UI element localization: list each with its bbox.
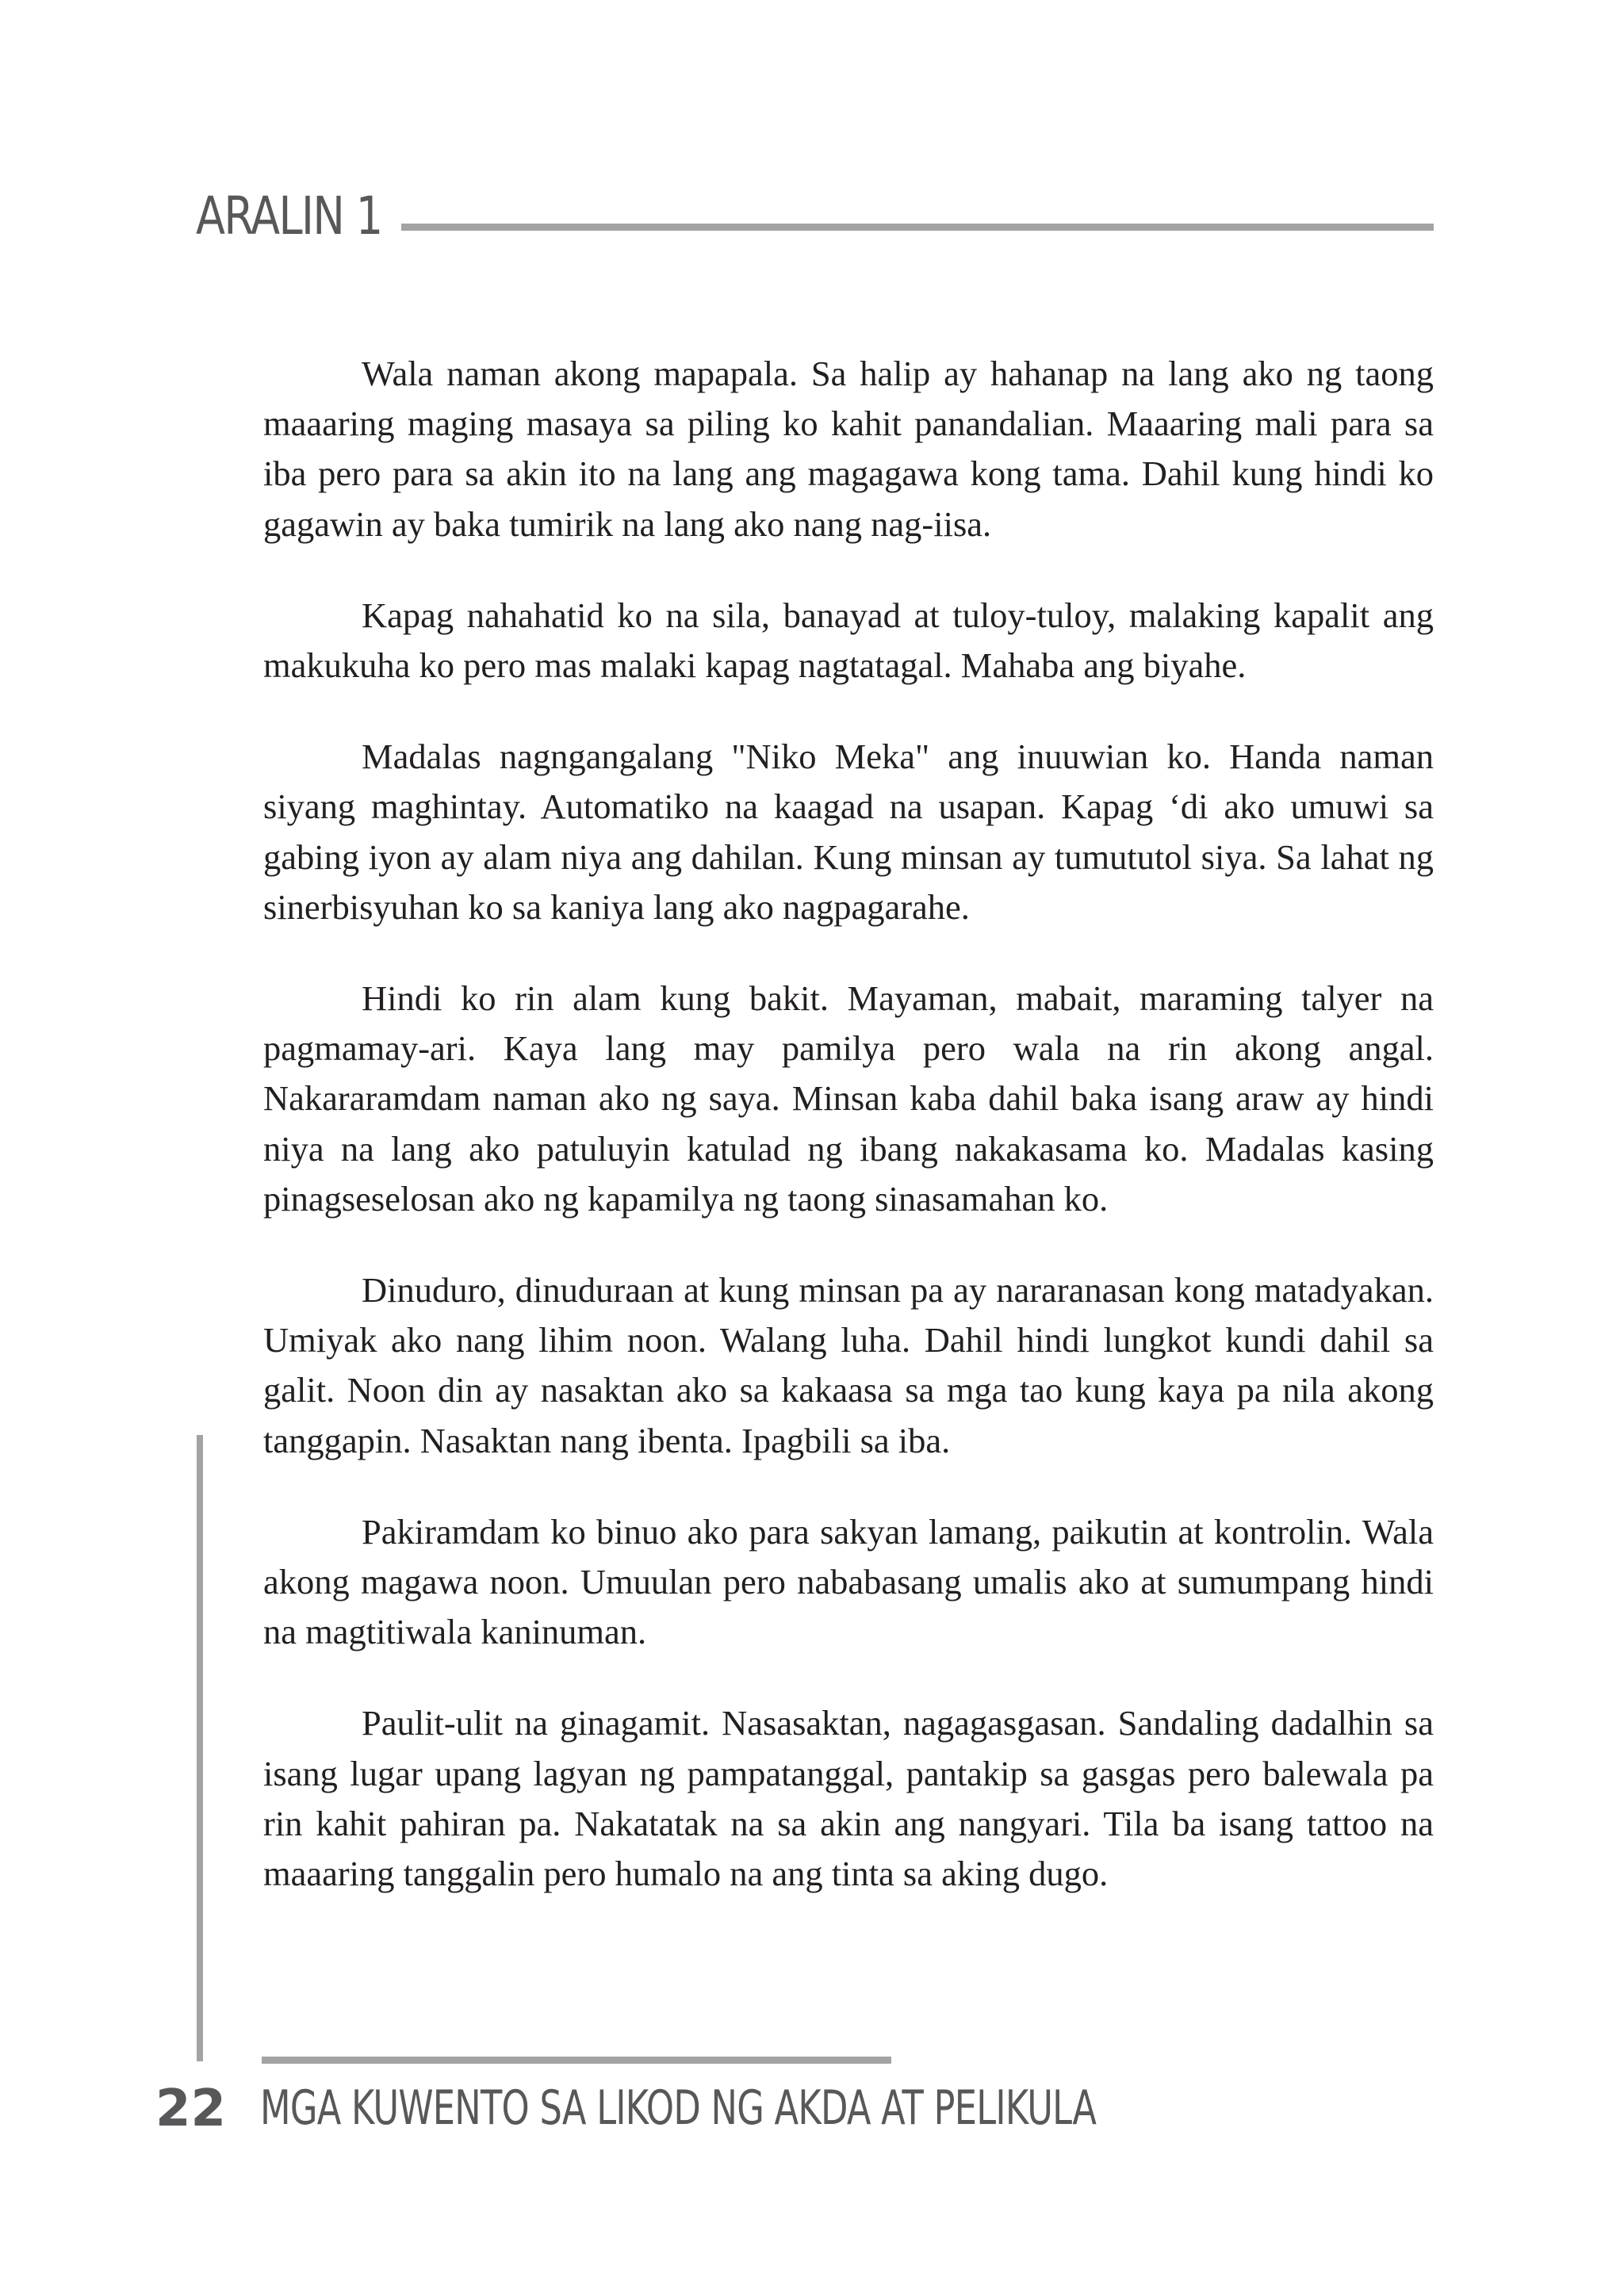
paragraph-7: Paulit-ulit na ginagamit. Nasasaktan, nagagasgasan. Sandaling dadalhin sa isang lugar upang lagyan ng pampatanggal, pantakip sa gasgas pero balewala pa rin kahit pahiran pa. Nakatatak na sa akin ang nangyari. Tila ba isang tattoo na maaaring tanggalin pero humalo na ang tinta sa aking dugo. [263,1703,1434,1894]
paragraph-1: Wala naman akong mapapala. Sa halip ay hahanap na lang ako ng taong maaaring maging masaya sa piling ko kahit panandalian. Maaaring mali para sa iba pero para sa akin ito na lang ang magagawa kong tama. Dahil kung hindi ko gagawin ay baka tumirik na lang ako nang nag-iisa. [263,354,1434,544]
story-text [263,349,1434,1940]
margin-divider [197,1435,203,2061]
paragraph-2: Kapag nahahatid ko na sila, banayad at tuloy-tuloy, malaking kapalit ang makukuha ko pero mas malaki kapag nagtatagal. Mahaba ang biyahe. [263,595,1434,686]
header-divider [401,224,1434,231]
lesson-title: ARALIN 1 [196,186,382,247]
paragraph-3: Madalas nagngangalang "Niko Meka" ang inuuwian ko. Handa naman siyang maghintay. Automatiko na kaagad na usapan. Kapag ‘di ako umuwi sa gabing iyon ay alam niya ang dahilan. Kung minsan ay tumututol siya. Sa lahat ng sinerbisyuhan ko sa kaniya lang ako nagpagarahe. [263,737,1434,927]
paragraph-6: Pakiramdam ko binuo ako para sakyan lamang, paikutin at kontrolin. Wala akong magawa noon. Umuulan pero nababasang umalis ako at sumumpang hindi na magtitiwala kaninuman. [263,1511,1434,1652]
paragraph-4: Hindi ko rin alam kung bakit. Mayaman, mabait, maraming talyer na pagmamay-ari. Kaya lang may pamilya pero wala na rin akong angal. Nakararamdam naman ako ng saya. Minsan kaba dahil baka isang araw ay hindi niya na lang ako patuluyin katulad ng ibang nakakasama ko. Madalas kasing pinagseselosan ako ng kapamilya ng taong sinasamahan ko. [263,978,1434,1219]
page-number: 22 [155,2080,227,2138]
paragraph-5: Dinuduro, dinuduraan at kung minsan pa ay nararanasan kong matadyakan. Umiyak ako nang lihim noon. Walang luha. Dahil hindi lungkot kundi dahil sa galit. Noon din ay nasaktan ako sa kakaasa sa mga tao kung kaya pa nila akong tanggapin. Nasaktan nang ibenta. Ipagbili sa iba. [263,1270,1434,1460]
footer-divider [262,2057,891,2064]
book-title: MGA KUWENTO SA LIKOD NG AKDA AT PELIKULA [260,2080,1097,2136]
